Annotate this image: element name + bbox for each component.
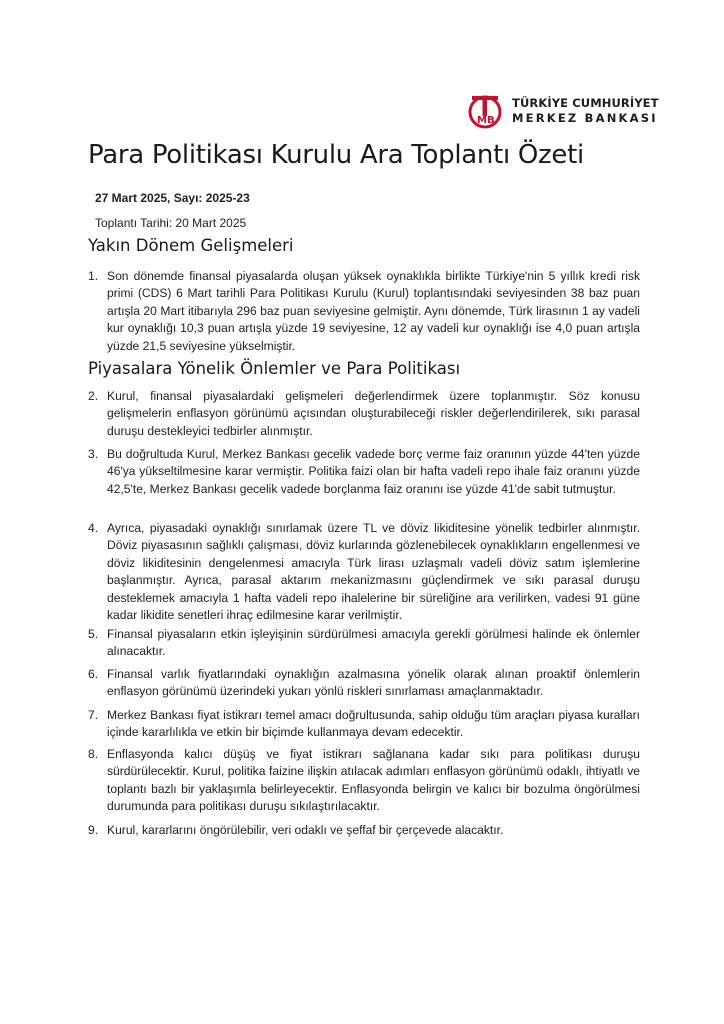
item-number: 6. [88, 667, 99, 681]
section-heading-market-measures: Piyasalara Yönelik Önlemler ve Para Politikası [88, 359, 461, 378]
item-text: Enflasyonda kalıcı düşüş ve fiyat istikrarı sağlanana kadar sıkı para politikası duruşu sürdürülecektir. Kurul, politika faizine ilişkin atılacak adımları enflasyon görünümü odaklı, ihtiyatlı ve toplantı bazlı bir yaklaşımla belirleyecektir. Enflasyonda belirgin ve kalıcı bir bozulma öngörülmesi durumunda para politikası duruşu sıkılaştırılacaktır. [107, 747, 640, 814]
list-item [88, 666, 640, 701]
item-text: Bu doğrultuda Kurul, Merkez Bankası gecelik vadede borç verme faiz oranının yüzde 44'ten yüzde 46'ya yükseltilmesine karar vermiştir. Politika faizi olan bir hafta vadeli repo ihale faiz oranını yüzde 42,5'te, Merkez Bankası gecelik vadede borçlanma faiz oranını ise yüzde 41'de sabit tutmuştur. [107, 447, 640, 496]
list-item [88, 520, 640, 624]
list-item [88, 822, 640, 839]
item-text: Ayrıca, piyasadaki oynaklığı sınırlamak üzere TL ve döviz likiditesine yönelik tedbirler alınmıştır. Döviz piyasasının sağlıklı çalışması, döviz kurlarında gözlenebilecek oynaklıkların engellenmesi ve döviz likiditesinin dengelenmesi amacıyla Türk lirası uzlaşmalı vadeli döviz satım işlemlerine başlanmıştır. Ayrıca, parasal aktarım mekanizmasını güçlendirmek ve sıkı parasal duruşu desteklemek amacıyla 1 hafta vadeli repo ihalelerine bir süreliğine ara verilirken, vadesi 91 güne kadar likidite senetleri ihraç edilmesine karar verilmiştir. [107, 521, 640, 623]
item-number: 3. [88, 447, 99, 461]
item-text: Kurul, finansal piyasalardaki gelişmeleri değerlendirmek üzere toplanmıştır. Söz konusu gelişmelerin enflasyon görünümü açısından oluşturabileceği riskler değerlendirilerek, sıkı parasal duruşu destekleyici tedbirler alınmıştır. [107, 389, 640, 438]
item-number: 1. [88, 269, 99, 283]
section-heading-recent-developments: Yakın Dönem Gelişmeleri [88, 236, 294, 255]
list-item [88, 268, 640, 355]
item-number: 8. [88, 747, 99, 761]
item-number: 7. [88, 708, 99, 722]
svg-text:MB: MB [477, 115, 495, 126]
list-item [88, 388, 640, 440]
tcmb-monogram-icon [466, 92, 506, 130]
item-text: Kurul, kararlarını öngörülebilir, veri odaklı ve şeffaf bir çerçevede alacaktır. [107, 823, 504, 837]
item-number: 4. [88, 521, 99, 535]
item-number: 9. [88, 823, 99, 837]
item-text: Son dönemde finansal piyasalarda oluşan yüksek oynaklıkla birlikte Türkiye'nin 5 yıllık kredi risk primi (CDS) 6 Mart tarihli Para Politikası Kurulu (Kurul) toplantısındaki seviyesinden 38 baz puan artışla 20 Mart itibarıyla 296 baz puan seviyesine gelmiştir. Aynı dönemde, Türk lirasının 1 ay vadeli kur oynaklığı 10,3 puan artışla yüzde 19 seviyesine, 12 ay vadeli kur oynaklığı ise 4,0 puan artışla yüzde 21,5 seviyesine yükselmiştir. [107, 269, 640, 353]
page-title: Para Politikası Kurulu Ara Toplantı Özeti [88, 140, 584, 170]
item-text: Merkez Bankası fiyat istikrarı temel amacı doğrultusunda, sahip olduğu tüm araçları piyasa kuralları içinde kararlılıkla ve etkin bir biçimde kullanmaya devam edecektir. [107, 708, 640, 740]
logo-line-1: TÜRKİYE CUMHURİYET [512, 96, 659, 110]
list-item [88, 446, 640, 498]
meeting-date: Toplantı Tarihi: 20 Mart 2025 [95, 216, 247, 230]
item-text: Finansal piyasaların etkin işleyişinin sürdürülmesi amacıyla gerekli görülmesi halinde ek önlemler alınacaktır. [107, 627, 640, 659]
logo-text [512, 96, 659, 126]
list-item [88, 707, 640, 742]
publication-date: 27 Mart 2025, Sayı: 2025-23 [95, 191, 250, 205]
item-text: Finansal varlık fiyatlarındaki oynaklığın azalmasına yönelik olarak alınan proaktif önlemlerin enflasyon görünümü üzerindeki yukarı yönlü riskleri sınırlaması amaçlanmaktadır. [107, 667, 640, 699]
list-item [88, 746, 640, 816]
item-number: 2. [88, 389, 99, 403]
list-item [88, 626, 640, 661]
tcmb-logo [466, 92, 659, 130]
logo-line-2: MERKEZ BANKASI [512, 111, 658, 125]
item-number: 5. [88, 627, 99, 641]
